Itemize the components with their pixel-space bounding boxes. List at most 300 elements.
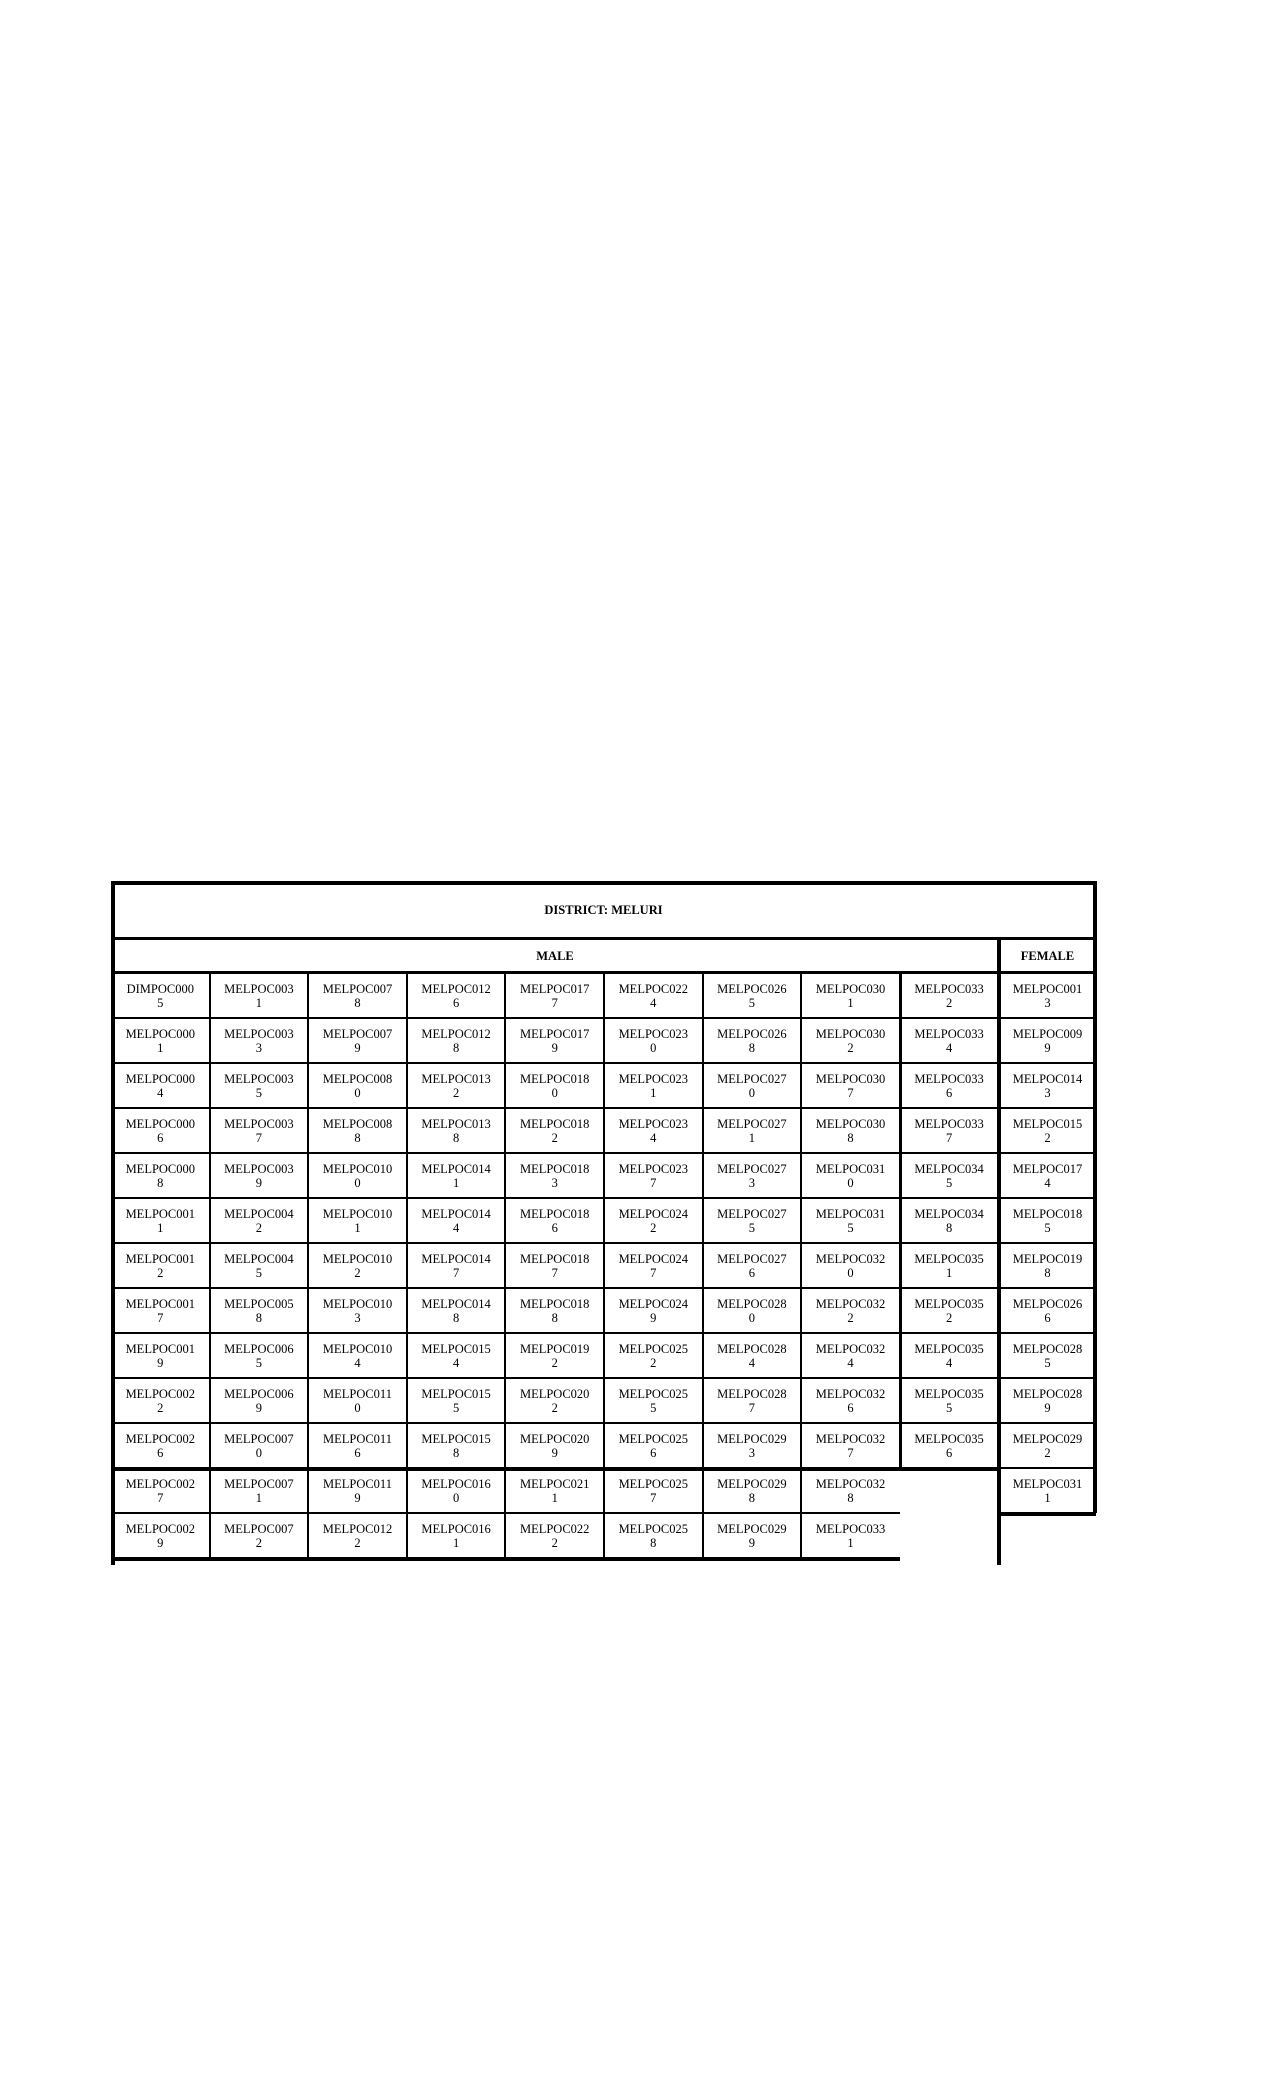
code-prefix: MELPOC027: [717, 1206, 787, 1221]
code-last-digit: 8: [452, 1040, 460, 1055]
code-last-digit: 8: [354, 995, 361, 1010]
female-cell: [999, 1243, 1096, 1288]
female-cell: [999, 1378, 1096, 1423]
male-cell: [308, 1288, 407, 1333]
code-prefix: MELPOC025: [618, 1431, 689, 1446]
code-last-digit: 0: [354, 1400, 361, 1415]
code-prefix: MELPOC007: [224, 1476, 294, 1491]
code-prefix: MELPOC002: [125, 1476, 196, 1491]
code-prefix: MELPOC035: [914, 1341, 984, 1356]
code-prefix: MELPOC030: [815, 981, 886, 996]
male-cell: [111, 1333, 210, 1378]
code-last-digit: 2: [354, 1265, 361, 1280]
male-cell: [604, 973, 703, 1018]
male-cell: [900, 1288, 999, 1333]
code-prefix: MELPOC001: [1012, 981, 1083, 996]
code-prefix: MELPOC001: [125, 1206, 196, 1221]
grid-line: [209, 973, 211, 1558]
code-prefix: MELPOC004: [224, 1206, 294, 1221]
code-prefix: MELPOC012: [421, 1026, 491, 1041]
code-prefix: MELPOC014: [1012, 1071, 1083, 1086]
code-prefix: MELPOC022: [519, 1521, 590, 1536]
male-cell: [407, 1198, 506, 1243]
male-cell: [210, 1108, 309, 1153]
female-cell: [999, 1108, 1096, 1153]
code-last-digit: 7: [650, 1490, 657, 1505]
male-cell: [308, 1333, 407, 1378]
grid-line: [999, 1377, 1096, 1379]
code-last-digit: 2: [945, 1310, 953, 1325]
code-last-digit: 5: [1044, 1355, 1051, 1370]
code-prefix: MELPOC033: [815, 1521, 886, 1536]
code-prefix: MELPOC011: [322, 1431, 392, 1446]
code-last-digit: 1: [551, 1490, 558, 1505]
grid-line: [111, 1242, 998, 1244]
male-cell: [407, 1288, 506, 1333]
male-cell: [111, 973, 210, 1018]
district-table: [111, 881, 1096, 1565]
code-last-digit: 1: [452, 1535, 460, 1550]
grid-line: [111, 1107, 998, 1109]
male-cell: [505, 1288, 604, 1333]
code-last-digit: 7: [945, 1130, 953, 1145]
code-prefix: MELPOC001: [125, 1251, 196, 1266]
male-cell: [703, 1378, 802, 1423]
code-prefix: MELPOC029: [717, 1431, 787, 1446]
district-title: DISTRICT: MELURI: [544, 902, 663, 917]
code-last-digit: 3: [255, 1040, 263, 1055]
male-cell: [505, 1063, 604, 1108]
code-last-digit: 5: [945, 1400, 953, 1415]
code-prefix: MELPOC035: [914, 1431, 984, 1446]
male-cell: [801, 1378, 900, 1423]
male-cell: [604, 1288, 703, 1333]
grid-line: [406, 973, 408, 1558]
code-prefix: MELPOC026: [717, 981, 787, 996]
code-prefix: MELPOC003: [224, 1116, 294, 1131]
code-last-digit: 0: [354, 1175, 361, 1190]
code-prefix: MELPOC033: [914, 981, 984, 996]
male-cell: [801, 1198, 900, 1243]
code-prefix: MELPOC013: [421, 1071, 491, 1086]
code-last-digit: 3: [1044, 1085, 1051, 1100]
code-prefix: MELPOC016: [421, 1521, 491, 1536]
male-cell: [111, 1378, 210, 1423]
grid-line: [111, 1152, 998, 1154]
code-last-digit: 3: [1044, 995, 1051, 1010]
code-prefix: MELPOC002: [125, 1386, 196, 1401]
male-cell: [210, 1423, 309, 1468]
code-last-digit: 2: [157, 1265, 164, 1280]
code-prefix: MELPOC011: [322, 1476, 392, 1491]
male-cell: [111, 1153, 210, 1198]
male-cell: [703, 973, 802, 1018]
code-prefix: MELPOC007: [224, 1521, 294, 1536]
male-cell: [604, 1513, 703, 1558]
male-cell: [801, 1108, 900, 1153]
male-cell: [210, 1018, 309, 1063]
code-last-digit: 9: [157, 1355, 164, 1370]
code-prefix: MELPOC018: [519, 1296, 590, 1311]
grid-line: [111, 1332, 998, 1334]
code-last-digit: 2: [551, 1535, 558, 1550]
code-last-digit: 9: [255, 1400, 263, 1415]
code-prefix: MELPOC010: [322, 1161, 393, 1176]
code-last-digit: 9: [1044, 1400, 1051, 1415]
code-last-digit: 0: [748, 1310, 756, 1325]
male-header: MALE: [536, 948, 574, 963]
code-last-digit: 8: [255, 1310, 263, 1325]
code-prefix: MELPOC028: [1012, 1341, 1083, 1356]
male-cell: [703, 1153, 802, 1198]
border-bottom: [111, 1467, 998, 1471]
code-prefix: MELPOC017: [519, 981, 590, 996]
female-cell: [999, 973, 1096, 1018]
code-prefix: MELPOC025: [618, 1341, 689, 1356]
code-last-digit: 9: [551, 1445, 558, 1460]
code-last-digit: 1: [452, 1175, 460, 1190]
code-last-digit: 8: [452, 1130, 460, 1145]
male-cell: [111, 1108, 210, 1153]
code-prefix: MELPOC017: [519, 1026, 590, 1041]
code-prefix: MELPOC024: [618, 1296, 689, 1311]
code-prefix: MELPOC030: [815, 1026, 886, 1041]
male-cell: [505, 1423, 604, 1468]
male-cell: [308, 1018, 407, 1063]
code-last-digit: 2: [945, 995, 953, 1010]
code-prefix: MELPOC015: [421, 1341, 491, 1356]
male-cell: [604, 1153, 703, 1198]
code-last-digit: 0: [452, 1490, 460, 1505]
code-prefix: MELPOC029: [717, 1476, 787, 1491]
female-header: FEMALE: [1020, 948, 1075, 963]
code-prefix: MELPOC006: [224, 1386, 294, 1401]
male-cell: [703, 1423, 802, 1468]
code-last-digit: 8: [452, 1445, 460, 1460]
code-last-digit: 4: [354, 1355, 361, 1370]
code-prefix: MELPOC010: [322, 1206, 393, 1221]
code-last-digit: 2: [157, 1400, 164, 1415]
male-cell: [111, 1243, 210, 1288]
code-prefix: MELPOC030: [815, 1116, 886, 1131]
code-last-digit: 2: [1044, 1130, 1051, 1145]
grid-line: [999, 1467, 1096, 1469]
male-cell: [308, 1513, 407, 1558]
male-cell: [505, 1198, 604, 1243]
male-cell: [111, 1423, 210, 1468]
grid-line: [603, 973, 605, 1558]
code-last-digit: 8: [157, 1175, 164, 1190]
grid-line: [504, 973, 506, 1558]
male-cell: [604, 1108, 703, 1153]
code-last-digit: 0: [354, 1085, 361, 1100]
code-prefix: MELPOC009: [1012, 1026, 1083, 1041]
male-cell: [407, 973, 506, 1018]
code-last-digit: 6: [354, 1445, 361, 1460]
male-cell: [505, 1333, 604, 1378]
code-prefix: MELPOC032: [815, 1431, 886, 1446]
code-prefix: MELPOC003: [224, 981, 294, 996]
grid-line: [999, 1287, 1096, 1289]
code-last-digit: 4: [650, 995, 657, 1010]
code-last-digit: 9: [354, 1040, 361, 1055]
male-cell: [210, 1153, 309, 1198]
border-top: [111, 881, 1096, 885]
code-last-digit: 1: [945, 1265, 953, 1280]
code-prefix: MELPOC030: [815, 1071, 886, 1086]
female-cell: [999, 1288, 1096, 1333]
code-last-digit: 4: [847, 1355, 854, 1370]
code-prefix: MELPOC018: [519, 1161, 590, 1176]
code-last-digit: 2: [650, 1220, 657, 1235]
male-cell: [111, 1198, 210, 1243]
code-prefix: MELPOC031: [815, 1161, 886, 1176]
code-prefix: MELPOC007: [322, 981, 393, 996]
female-cell: [999, 1423, 1096, 1468]
code-last-digit: 8: [354, 1130, 361, 1145]
code-prefix: MELPOC021: [519, 1476, 590, 1491]
male-cell: [407, 1063, 506, 1108]
code-prefix: MELPOC032: [815, 1386, 886, 1401]
male-cell: [111, 1468, 210, 1513]
code-prefix: MELPOC028: [717, 1341, 787, 1356]
grid-line: [999, 1017, 1096, 1019]
code-prefix: MELPOC010: [322, 1341, 393, 1356]
grid-line: [111, 1377, 998, 1379]
code-last-digit: 0: [255, 1445, 263, 1460]
code-last-digit: 5: [255, 1085, 263, 1100]
code-last-digit: 2: [1044, 1445, 1051, 1460]
male-cell: [210, 1513, 309, 1558]
code-last-digit: 5: [1044, 1220, 1051, 1235]
code-last-digit: 4: [945, 1355, 953, 1370]
code-last-digit: 4: [157, 1085, 164, 1100]
code-last-digit: 3: [354, 1310, 361, 1325]
code-last-digit: 4: [452, 1220, 460, 1235]
male-cell: [505, 1243, 604, 1288]
male-cell: [308, 1423, 407, 1468]
male-cell: [407, 1468, 506, 1513]
grid-line: [111, 1017, 998, 1019]
code-prefix: MELPOC007: [322, 1026, 393, 1041]
male-cell: [900, 1378, 999, 1423]
code-last-digit: 0: [847, 1175, 854, 1190]
male-cell: [703, 1288, 802, 1333]
code-prefix: MELPOC001: [125, 1341, 196, 1356]
code-last-digit: 1: [650, 1085, 657, 1100]
female-cell: [999, 1468, 1096, 1513]
code-prefix: MELPOC022: [618, 981, 689, 996]
male-cell: [505, 973, 604, 1018]
code-last-digit: 1: [748, 1130, 756, 1145]
male-cell: [308, 1108, 407, 1153]
code-prefix: MELPOC007: [224, 1431, 294, 1446]
grid-line: [999, 1152, 1096, 1154]
code-last-digit: 0: [551, 1085, 558, 1100]
male-cell: [900, 973, 999, 1018]
male-cell: [210, 1243, 309, 1288]
code-prefix: MELPOC023: [618, 1161, 689, 1176]
code-last-digit: 4: [945, 1040, 953, 1055]
male-cell: [703, 1018, 802, 1063]
male-cell: [703, 1063, 802, 1108]
code-prefix: MELPOC003: [224, 1161, 294, 1176]
male-cell: [801, 973, 900, 1018]
border-bottom: [999, 1512, 1096, 1516]
male-cell: [210, 1198, 309, 1243]
male-cell: [407, 1018, 506, 1063]
code-prefix: MELPOC032: [815, 1251, 886, 1266]
code-last-digit: 3: [551, 1175, 558, 1190]
male-cell: [900, 1153, 999, 1198]
code-prefix: MELPOC018: [519, 1071, 590, 1086]
male-cell: [604, 1198, 703, 1243]
grid-line: [307, 973, 309, 1558]
male-cell: [111, 1063, 210, 1108]
code-prefix: MELPOC032: [815, 1296, 886, 1311]
code-prefix: MELPOC026: [1012, 1296, 1083, 1311]
code-last-digit: 2: [354, 1535, 361, 1550]
male-cell: [900, 1108, 999, 1153]
code-prefix: MELPOC010: [322, 1296, 393, 1311]
code-last-digit: 0: [650, 1040, 657, 1055]
male-cell: [604, 1423, 703, 1468]
code-prefix: MELPOC027: [717, 1161, 787, 1176]
male-cell: [308, 1243, 407, 1288]
code-last-digit: 5: [748, 1220, 756, 1235]
code-prefix: MELPOC035: [914, 1251, 984, 1266]
code-prefix: MELPOC015: [421, 1431, 491, 1446]
code-last-digit: 4: [452, 1355, 460, 1370]
code-last-digit: 6: [945, 1085, 953, 1100]
grid-line: [999, 1242, 1096, 1244]
grid-line: [999, 1422, 1096, 1424]
code-last-digit: 1: [157, 1220, 164, 1235]
male-cell: [900, 1243, 999, 1288]
code-prefix: MELPOC017: [1012, 1161, 1083, 1176]
code-last-digit: 6: [551, 1220, 558, 1235]
code-last-digit: 2: [847, 1040, 854, 1055]
code-last-digit: 6: [748, 1265, 756, 1280]
male-cell: [900, 1198, 999, 1243]
code-prefix: MELPOC001: [125, 1296, 196, 1311]
male-cell: [210, 1333, 309, 1378]
code-last-digit: 6: [847, 1400, 854, 1415]
code-last-digit: 2: [551, 1400, 558, 1415]
male-cell: [604, 1063, 703, 1108]
male-cell: [505, 1378, 604, 1423]
code-last-digit: 6: [157, 1130, 164, 1145]
code-prefix: DIMPOC000: [126, 981, 194, 996]
code-last-digit: 1: [255, 1490, 263, 1505]
male-cell: [604, 1333, 703, 1378]
code-last-digit: 6: [452, 995, 460, 1010]
male-cell: [308, 1063, 407, 1108]
code-prefix: MELPOC033: [914, 1071, 984, 1086]
code-prefix: MELPOC000: [125, 1116, 196, 1131]
code-last-digit: 7: [847, 1445, 854, 1460]
male-cell: [111, 1513, 210, 1558]
code-last-digit: 5: [748, 995, 756, 1010]
code-prefix: MELPOC003: [224, 1071, 294, 1086]
code-prefix: MELPOC000: [125, 1071, 196, 1086]
code-prefix: MELPOC027: [717, 1071, 787, 1086]
code-last-digit: 7: [748, 1400, 756, 1415]
code-prefix: MELPOC033: [914, 1026, 984, 1041]
code-prefix: MELPOC004: [224, 1251, 294, 1266]
male-cell: [407, 1423, 506, 1468]
code-prefix: MELPOC013: [421, 1116, 491, 1131]
female-cell: [999, 1153, 1096, 1198]
code-last-digit: 1: [255, 995, 263, 1010]
code-last-digit: 5: [650, 1400, 657, 1415]
code-prefix: MELPOC018: [519, 1206, 590, 1221]
code-last-digit: 5: [847, 1220, 854, 1235]
male-cell: [308, 1153, 407, 1198]
male-cell: [801, 1468, 900, 1513]
code-prefix: MELPOC018: [1012, 1206, 1083, 1221]
male-cell: [308, 1378, 407, 1423]
male-cell: [604, 1243, 703, 1288]
code-last-digit: 6: [650, 1445, 657, 1460]
code-prefix: MELPOC015: [1012, 1116, 1083, 1131]
code-prefix: MELPOC033: [914, 1116, 984, 1131]
code-prefix: MELPOC015: [421, 1386, 491, 1401]
male-cell: [801, 1423, 900, 1468]
code-last-digit: 2: [650, 1355, 657, 1370]
grid-line: [702, 973, 704, 1558]
code-prefix: MELPOC025: [618, 1521, 689, 1536]
code-last-digit: 5: [452, 1400, 460, 1415]
code-last-digit: 9: [650, 1310, 657, 1325]
code-last-digit: 1: [354, 1220, 361, 1235]
code-last-digit: 6: [157, 1445, 164, 1460]
code-last-digit: 2: [255, 1220, 263, 1235]
male-cell: [210, 1288, 309, 1333]
code-prefix: MELPOC000: [125, 1026, 196, 1041]
code-last-digit: 7: [157, 1310, 164, 1325]
male-cell: [703, 1198, 802, 1243]
border-left: [111, 881, 115, 1565]
code-last-digit: 0: [847, 1265, 854, 1280]
code-prefix: MELPOC026: [717, 1026, 787, 1041]
male-cell: [801, 1153, 900, 1198]
code-last-digit: 9: [354, 1490, 361, 1505]
grid-line: [111, 1287, 998, 1289]
code-prefix: MELPOC034: [914, 1206, 984, 1221]
code-prefix: MELPOC032: [815, 1341, 886, 1356]
code-last-digit: 8: [748, 1490, 756, 1505]
code-last-digit: 8: [1044, 1265, 1051, 1280]
male-cell: [801, 1063, 900, 1108]
code-last-digit: 5: [945, 1175, 953, 1190]
code-last-digit: 3: [748, 1445, 756, 1460]
code-prefix: MELPOC029: [1012, 1431, 1083, 1446]
code-last-digit: 2: [551, 1355, 558, 1370]
code-prefix: MELPOC000: [125, 1161, 196, 1176]
code-prefix: MELPOC035: [914, 1386, 984, 1401]
female-cell: [999, 1063, 1096, 1108]
code-last-digit: 5: [255, 1265, 263, 1280]
code-prefix: MELPOC011: [322, 1386, 392, 1401]
code-last-digit: 8: [551, 1310, 558, 1325]
code-prefix: MELPOC006: [224, 1341, 294, 1356]
female-cell: [999, 1198, 1096, 1243]
male-cell: [801, 1333, 900, 1378]
male-cell: [703, 1333, 802, 1378]
male-cell: [604, 1378, 703, 1423]
male-cell: [111, 1288, 210, 1333]
